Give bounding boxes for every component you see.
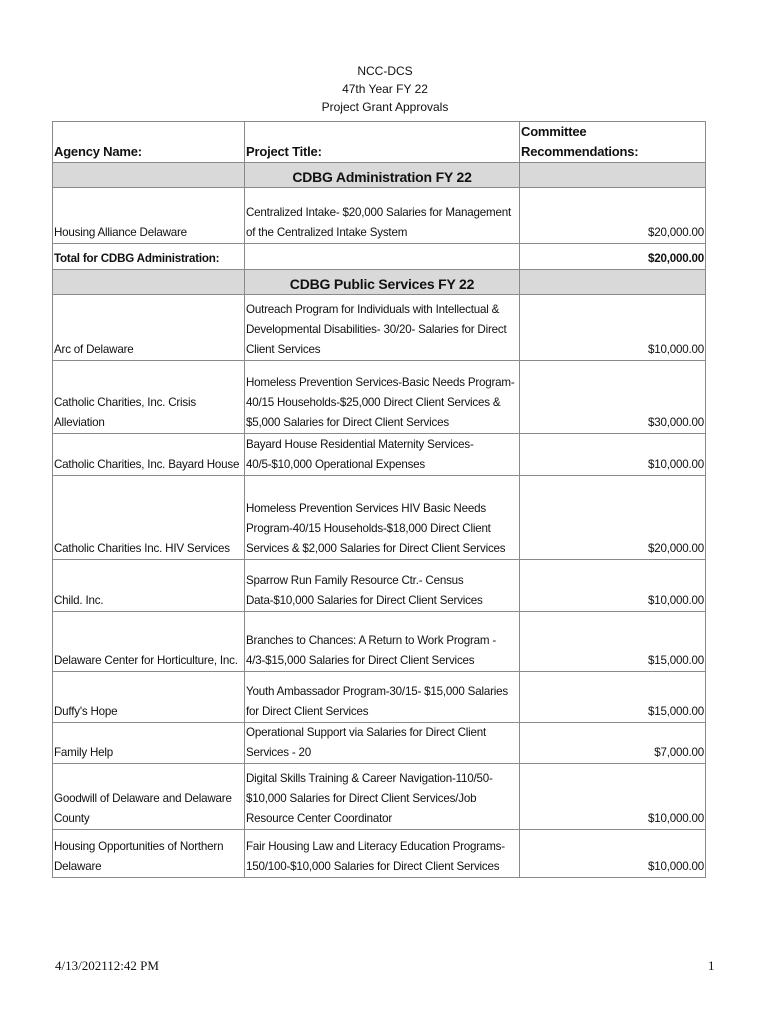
amount-cell: $10,000.00 [520, 560, 706, 612]
project-cell: Youth Ambassador Program-30/15- $15,000 Salaries for Direct Client Services [245, 672, 520, 723]
footer-timestamp: 4/13/202112:42 PM [55, 958, 159, 973]
amount-cell: $15,000.00 [520, 672, 706, 723]
agency-cell: Housing Alliance Delaware [53, 188, 245, 244]
project-cell: Branches to Chances: A Return to Work Program - 4/3-$15,000 Salaries for Direct Client Services [245, 612, 520, 672]
grant-approvals-table [52, 121, 706, 878]
agency-cell: Duffy's Hope [53, 672, 245, 723]
project-cell: Bayard House Residential Maternity Services-40/5-$10,000 Operational Expenses [245, 434, 520, 476]
amount-cell: $10,000.00 [520, 434, 706, 476]
agency-cell: Family Help [53, 723, 245, 764]
amount-cell: $10,000.00 [520, 295, 706, 361]
table-row [53, 361, 706, 434]
total-label: Total for CDBG Administration: [53, 244, 245, 270]
agency-cell: Catholic Charities, Inc. Crisis Alleviation [53, 361, 245, 434]
project-cell: Centralized Intake- $20,000 Salaries for Management of the Centralized Intake System [245, 188, 520, 244]
agency-cell: Housing Opportunities of Northern Delaware [53, 830, 245, 878]
amount-cell: $10,000.00 [520, 764, 706, 830]
table-row [53, 476, 706, 560]
column-header-row [53, 122, 706, 163]
table-row [53, 764, 706, 830]
footer-page-number: 1 [708, 958, 715, 973]
project-cell: Homeless Prevention Services-Basic Needs Program-40/15 Households-$25,000 Direct Client Services & $5,000 Salaries for Direct Client Services [245, 361, 520, 434]
table-row [53, 188, 706, 244]
agency-cell: Child. Inc. [53, 560, 245, 612]
amount-cell: $30,000.00 [520, 361, 706, 434]
total-row-administration [53, 244, 706, 270]
report-header-org: NCC-DCS [357, 64, 413, 78]
amount-cell: $20,000.00 [520, 188, 706, 244]
column-header-agency: Agency Name: [53, 122, 245, 163]
project-cell: Operational Support via Salaries for Direct Client Services - 20 [245, 723, 520, 764]
column-header-project: Project Title: [245, 122, 520, 163]
amount-cell: $20,000.00 [520, 476, 706, 560]
section-title-administration: CDBG Administration FY 22 [245, 163, 520, 188]
amount-cell: $7,000.00 [520, 723, 706, 764]
project-cell: Homeless Prevention Services HIV Basic Needs Program-40/15 Households-$18,000 Direct Client Services & $2,000 Salaries for Direct Client Services [245, 476, 520, 560]
table-row [53, 434, 706, 476]
column-header-recommendation: Committee Recommendations: [520, 122, 706, 163]
table-row [53, 295, 706, 361]
project-cell: Sparrow Run Family Resource Ctr.- Census Data-$10,000 Salaries for Direct Client Services [245, 560, 520, 612]
agency-cell: Goodwill of Delaware and Delaware County [53, 764, 245, 830]
agency-cell: Catholic Charities Inc. HIV Services [53, 476, 245, 560]
total-amount: $20,000.00 [520, 244, 706, 270]
report-header-title: Project Grant Approvals [321, 100, 449, 114]
table-row [53, 723, 706, 764]
project-cell: Fair Housing Law and Literacy Education Programs-150/100-$10,000 Salaries for Direct Client Services [245, 830, 520, 878]
table-row [53, 560, 706, 612]
agency-cell: Delaware Center for Horticulture, Inc. [53, 612, 245, 672]
report-header-year: 47th Year FY 22 [342, 82, 428, 96]
amount-cell: $15,000.00 [520, 612, 706, 672]
table-row [53, 612, 706, 672]
section-header-administration [53, 163, 706, 188]
agency-cell: Catholic Charities, Inc. Bayard House [53, 434, 245, 476]
section-header-public-services [53, 270, 706, 295]
project-cell: Digital Skills Training & Career Navigation-110/50- $10,000 Salaries for Direct Client Services/Job Resource Center Coordinator [245, 764, 520, 830]
table-row [53, 672, 706, 723]
project-cell: Outreach Program for Individuals with Intellectual & Developmental Disabilities- 30/20- Salaries for Direct Client Services [245, 295, 520, 361]
section-title-public-services: CDBG Public Services FY 22 [245, 270, 520, 295]
table-row [53, 830, 706, 878]
agency-cell: Arc of Delaware [53, 295, 245, 361]
amount-cell: $10,000.00 [520, 830, 706, 878]
